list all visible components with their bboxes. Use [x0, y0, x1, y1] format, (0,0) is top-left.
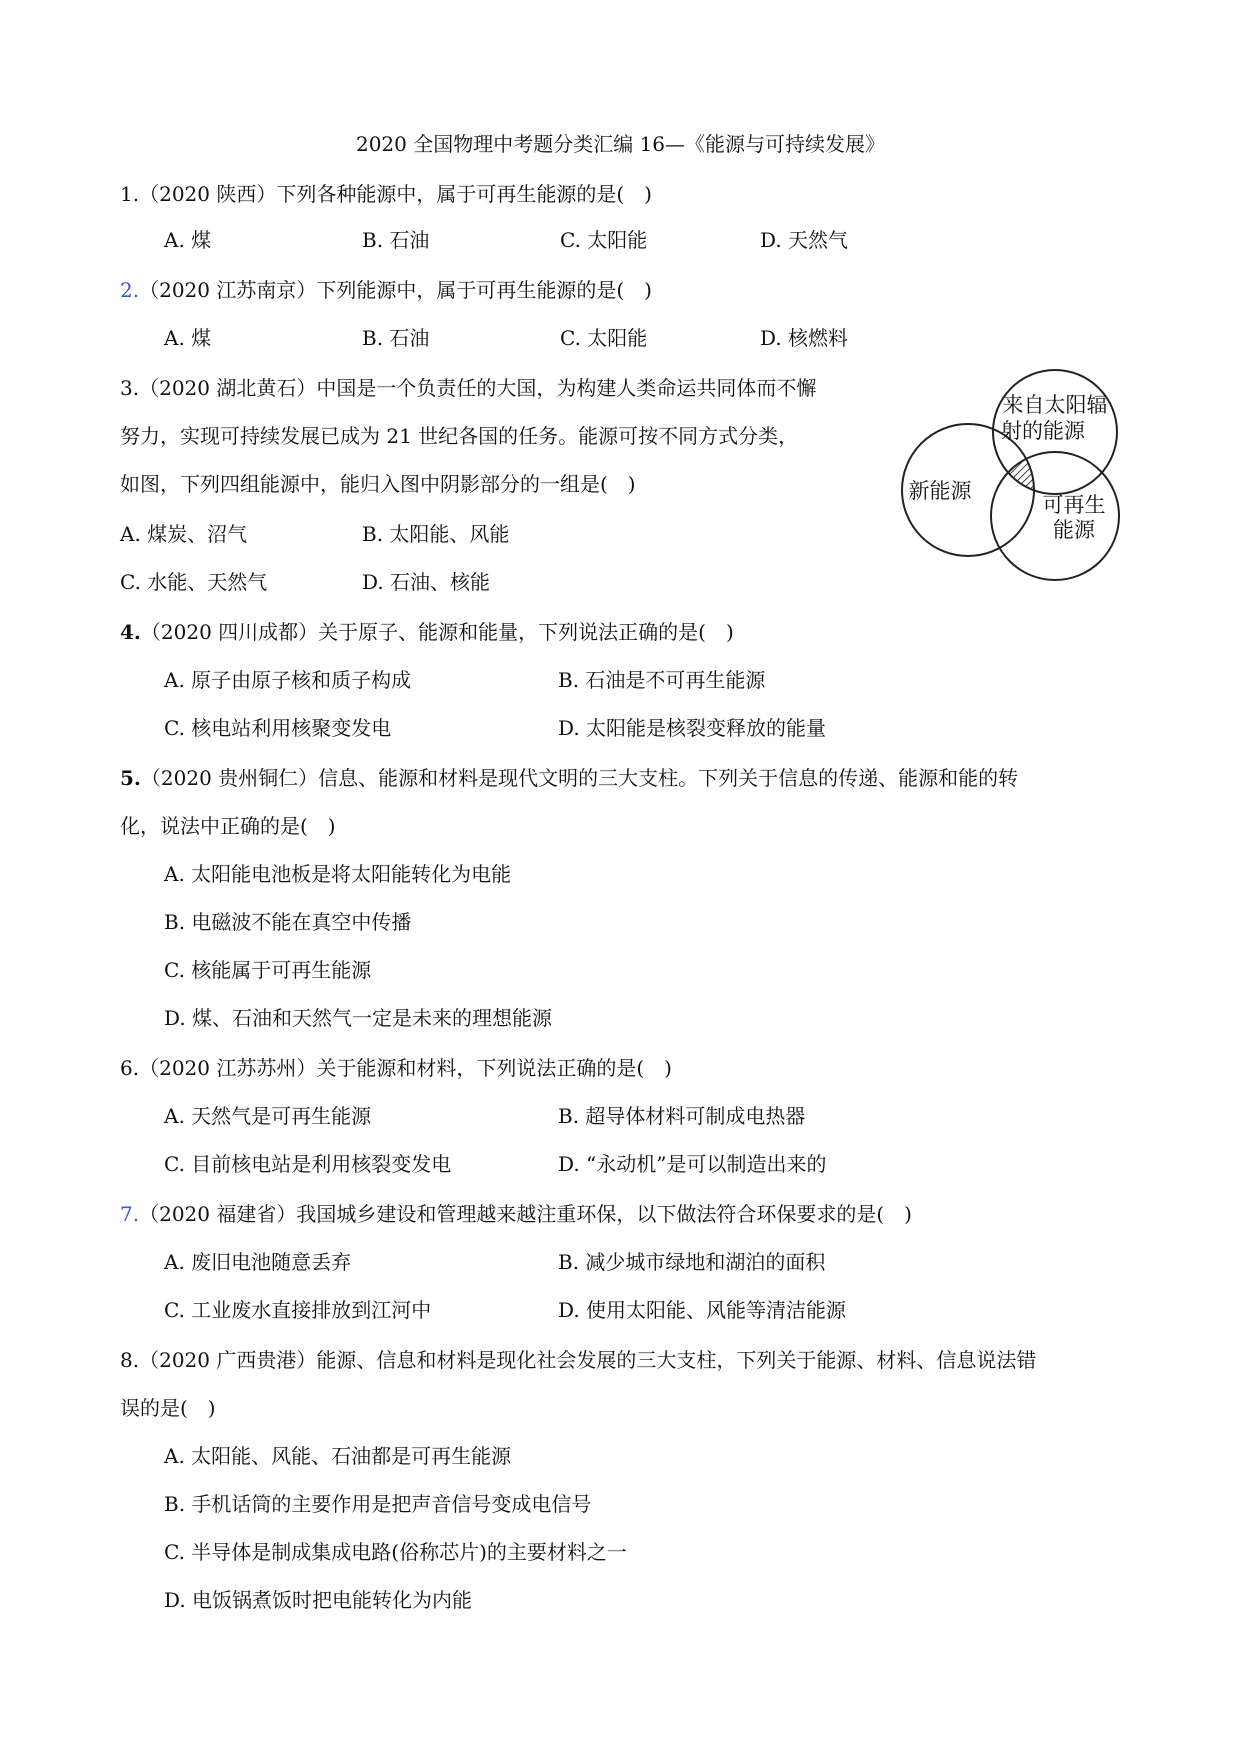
question-4-stem: 4.（2020 四川成都）关于原子、能源和能量，下列说法正确的是( ): [120, 620, 734, 644]
question-5-option-c: C. 核能属于可再生能源: [164, 958, 372, 982]
venn-label-renewable-2: 能源: [1053, 518, 1095, 542]
question-8-stem-line-1: 8.（2020 广西贵港）能源、信息和材料是现化社会发展的三大支柱，下列关于能源、材料、信息说法错: [120, 1348, 1037, 1372]
question-1-stem: 1.（2020 陕西）下列各种能源中，属于可再生能源的是( ): [120, 182, 652, 206]
question-2-option-b: B. 石油: [362, 326, 430, 350]
question-6-stem: 6.（2020 江苏苏州）关于能源和材料，下列说法正确的是( ): [120, 1056, 672, 1080]
question-5-option-a: A. 太阳能电池板是将太阳能转化为电能: [164, 862, 512, 886]
question-8-option-b: B. 手机话筒的主要作用是把声音信号变成电信号: [164, 1492, 592, 1516]
question-7-option-a: A. 废旧电池随意丢弃: [164, 1250, 352, 1274]
question-2-option-c: C. 太阳能: [560, 326, 648, 350]
question-4-option-b: B. 石油是不可再生能源: [558, 668, 766, 692]
question-6-option-b: B. 超导体材料可制成电热器: [558, 1104, 806, 1128]
question-2-option-a: A. 煤: [164, 326, 212, 350]
question-2-stem: 2.（2020 江苏南京）下列能源中，属于可再生能源的是( ): [120, 278, 652, 302]
venn-label-solar-1: 来自太阳辐: [1002, 393, 1108, 417]
question-4-option-c: C. 核电站利用核聚变发电: [164, 716, 392, 740]
question-1-option-d: D. 天然气: [760, 228, 849, 252]
question-1-option-a: A. 煤: [164, 228, 212, 252]
question-3-option-a: A. 煤炭、沼气: [120, 522, 248, 546]
question-3-option-c: C. 水能、天然气: [120, 570, 268, 594]
question-6-option-d: D. “永动机”是可以制造出来的: [558, 1152, 827, 1176]
question-7-option-b: B. 减少城市绿地和湖泊的面积: [558, 1250, 826, 1274]
venn-label-renewable-1: 可再生: [1042, 493, 1106, 517]
question-3-stem-line-3: 如图，下列四组能源中，能归入图中阴影部分的一组是( ): [120, 472, 636, 496]
page-title: 2020 全国物理中考题分类汇编 16—《能源与可持续发展》: [355, 132, 886, 156]
question-8-option-c: C. 半导体是制成集成电路(俗称芯片)的主要材料之一: [164, 1540, 627, 1564]
question-8-option-a: A. 太阳能、风能、石油都是可再生能源: [164, 1444, 512, 1468]
question-4-option-d: D. 太阳能是核裂变释放的能量: [558, 716, 827, 740]
question-1-option-b: B. 石油: [362, 228, 430, 252]
question-5-stem-line-1: 5.（2020 贵州铜仁）信息、能源和材料是现代文明的三大支柱。下列关于信息的传递、能源和能的转: [120, 766, 1019, 790]
question-6-option-c: C. 目前核电站是利用核裂变发电: [164, 1152, 452, 1176]
question-8-stem-line-2: 误的是( ): [120, 1396, 216, 1420]
question-3-stem-line-2: 努力，实现可持续发展已成为 21 世纪各国的任务。能源可按不同方式分类，: [120, 424, 799, 448]
question-3-stem-line-1: 3.（2020 湖北黄石）中国是一个负责任的大国，为构建人类命运共同体而不懈: [120, 376, 817, 400]
energy-venn-diagram: [888, 362, 1128, 582]
question-2-option-d: D. 核燃料: [760, 326, 849, 350]
question-1-option-c: C. 太阳能: [560, 228, 648, 252]
question-7-option-c: C. 工业废水直接排放到江河中: [164, 1298, 432, 1322]
question-5-stem-line-2: 化，说法中正确的是( ): [120, 814, 336, 838]
question-7-option-d: D. 使用太阳能、风能等清洁能源: [558, 1298, 847, 1322]
question-3-option-d: D. 石油、核能: [362, 570, 491, 594]
question-5-option-b: B. 电磁波不能在真空中传播: [164, 910, 412, 934]
venn-label-solar-2: 射的能源: [1001, 419, 1085, 443]
question-6-option-a: A. 天然气是可再生能源: [164, 1104, 372, 1128]
question-3-option-b: B. 太阳能、风能: [362, 522, 510, 546]
question-8-option-d: D. 电饭锅煮饭时把电能转化为内能: [164, 1588, 473, 1612]
venn-label-new-energy: 新能源: [908, 479, 972, 503]
question-5-option-d: D. 煤、石油和天然气一定是未来的理想能源: [164, 1006, 553, 1030]
question-7-stem: 7.（2020 福建省）我国城乡建设和管理越来越注重环保，以下做法符合环保要求的是( ): [120, 1202, 912, 1226]
question-4-option-a: A. 原子由原子核和质子构成: [164, 668, 412, 692]
